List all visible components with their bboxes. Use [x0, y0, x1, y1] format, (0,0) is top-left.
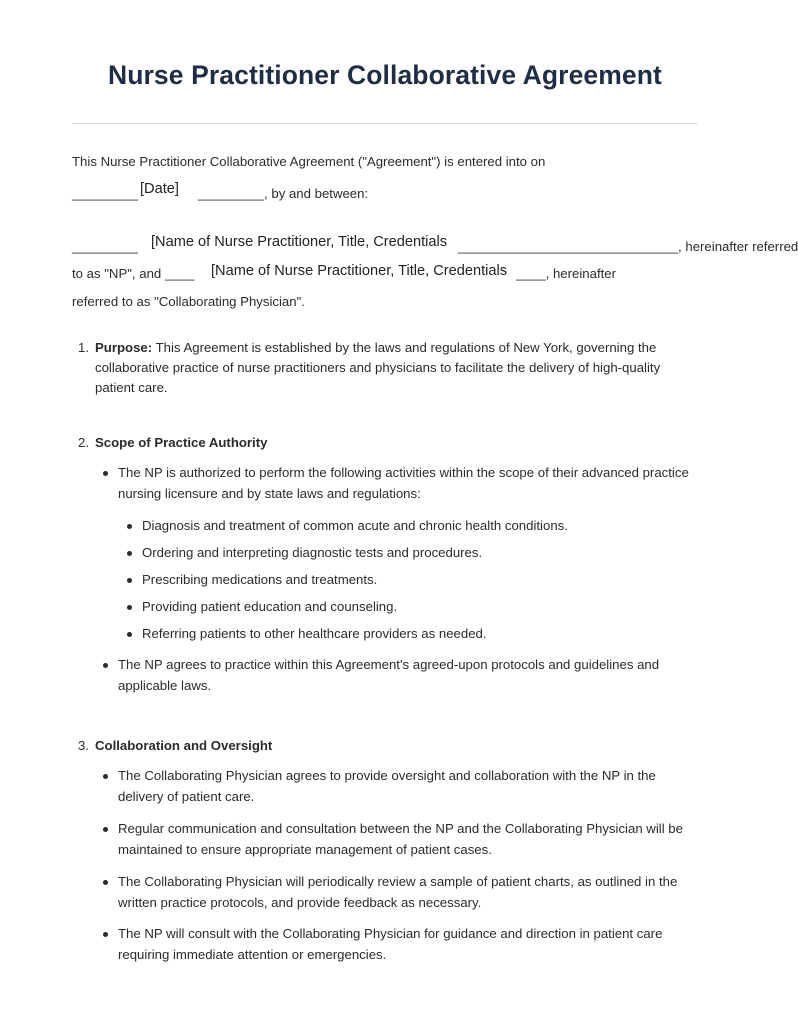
list-item	[118, 463, 698, 504]
bullet-icon	[127, 551, 132, 556]
section-heading: Purpose:	[95, 340, 153, 355]
list-item-text: The Collaborating Physician will periodically review a sample of patient charts, as outlined in the written practice protocols, and provide feedback as necessary.	[118, 874, 678, 910]
list-item-text: The NP is authorized to perform the following activities within the scope of their advanced practice nursing licensure and by state laws and regulations:	[118, 465, 689, 501]
section-collaboration	[78, 736, 698, 756]
list-item	[118, 655, 698, 696]
list-item-text: Prescribing medications and treatments.	[142, 572, 378, 587]
list-item	[142, 624, 702, 645]
bullet-icon	[103, 774, 108, 779]
section-number: 1.	[78, 340, 89, 355]
np-name-field[interactable]: [Name of Nurse Practitioner, Title, Credentials	[151, 234, 448, 250]
list-item	[118, 766, 698, 807]
list-item-text: The NP will consult with the Collaborating Physician for guidance and direction in patient care requiring immediate attention or emergencies.	[118, 926, 663, 962]
bullet-icon	[127, 578, 132, 583]
physician-name-field[interactable]: [Name of Nurse Practitioner, Title, Credentials	[211, 263, 508, 279]
bullet-icon	[127, 632, 132, 637]
list-item-text: Referring patients to other healthcare providers as needed.	[142, 626, 487, 641]
date-line	[72, 185, 368, 203]
bullet-icon	[127, 605, 132, 610]
list-item-text: Diagnosis and treatment of common acute and chronic health conditions.	[142, 518, 568, 533]
section-heading: Collaboration and Oversight	[95, 738, 273, 753]
section-heading: Scope of Practice Authority	[95, 435, 268, 450]
physician-alias-line: referred to as "Collaborating Physician".	[72, 294, 305, 309]
list-item	[142, 516, 702, 537]
np-blank-after: ______________________________	[458, 239, 679, 254]
date-field[interactable]: [Date]	[140, 181, 179, 197]
list-item	[118, 819, 698, 860]
section-text: This Agreement is established by the laws and regulations of New York, governing the collaborative practice of nurse practitioners and physicians to facilitate the delivery of high-quality patient care.	[95, 340, 661, 395]
date-suffix: , by and between:	[264, 186, 369, 201]
list-item-text: Providing patient education and counseling.	[142, 599, 398, 614]
list-item-text: The NP agrees to practice within this Agreement's agreed-upon protocols and guidelines and applicable laws.	[118, 657, 660, 693]
date-blank-after: _________	[198, 186, 265, 201]
bullet-icon	[103, 471, 108, 476]
document-title: Nurse Practitioner Collaborative Agreement	[108, 60, 662, 90]
section-number: 3.	[78, 738, 89, 753]
list-item-text: Regular communication and consultation between the NP and the Collaborating Physician will be maintained to ensure appropriate management of patient cases.	[118, 821, 683, 857]
section-purpose	[78, 338, 698, 400]
list-item	[118, 872, 698, 913]
bullet-icon	[103, 880, 108, 885]
list-item	[142, 543, 702, 564]
phys-blank-after: ____	[516, 266, 546, 281]
intro-line: This Nurse Practitioner Collaborative Agreement ("Agreement") is entered into on	[72, 154, 546, 169]
np-alias: to as "NP", and	[72, 266, 165, 281]
list-item	[118, 924, 698, 965]
section-scope	[78, 433, 698, 453]
bullet-icon	[103, 827, 108, 832]
phys-suffix: , hereinafter	[545, 266, 616, 281]
list-item-text: Ordering and interpreting diagnostic tests and procedures.	[142, 545, 483, 560]
list-item	[142, 597, 702, 618]
np-blank-before: _________	[72, 239, 139, 254]
bullet-icon	[103, 932, 108, 937]
list-item	[142, 570, 702, 591]
phys-blank-before: ____	[164, 266, 195, 281]
section-number: 2.	[78, 435, 89, 450]
title-divider	[72, 123, 698, 124]
section-purpose-body	[95, 338, 695, 398]
bullet-icon	[103, 663, 108, 668]
list-item-text: The Collaborating Physician agrees to provide oversight and collaboration with the NP in the delivery of patient care.	[118, 768, 656, 804]
date-blank-before: _________	[72, 186, 139, 201]
bullet-icon	[127, 524, 132, 529]
np-suffix: , hereinafter referred	[678, 239, 798, 254]
